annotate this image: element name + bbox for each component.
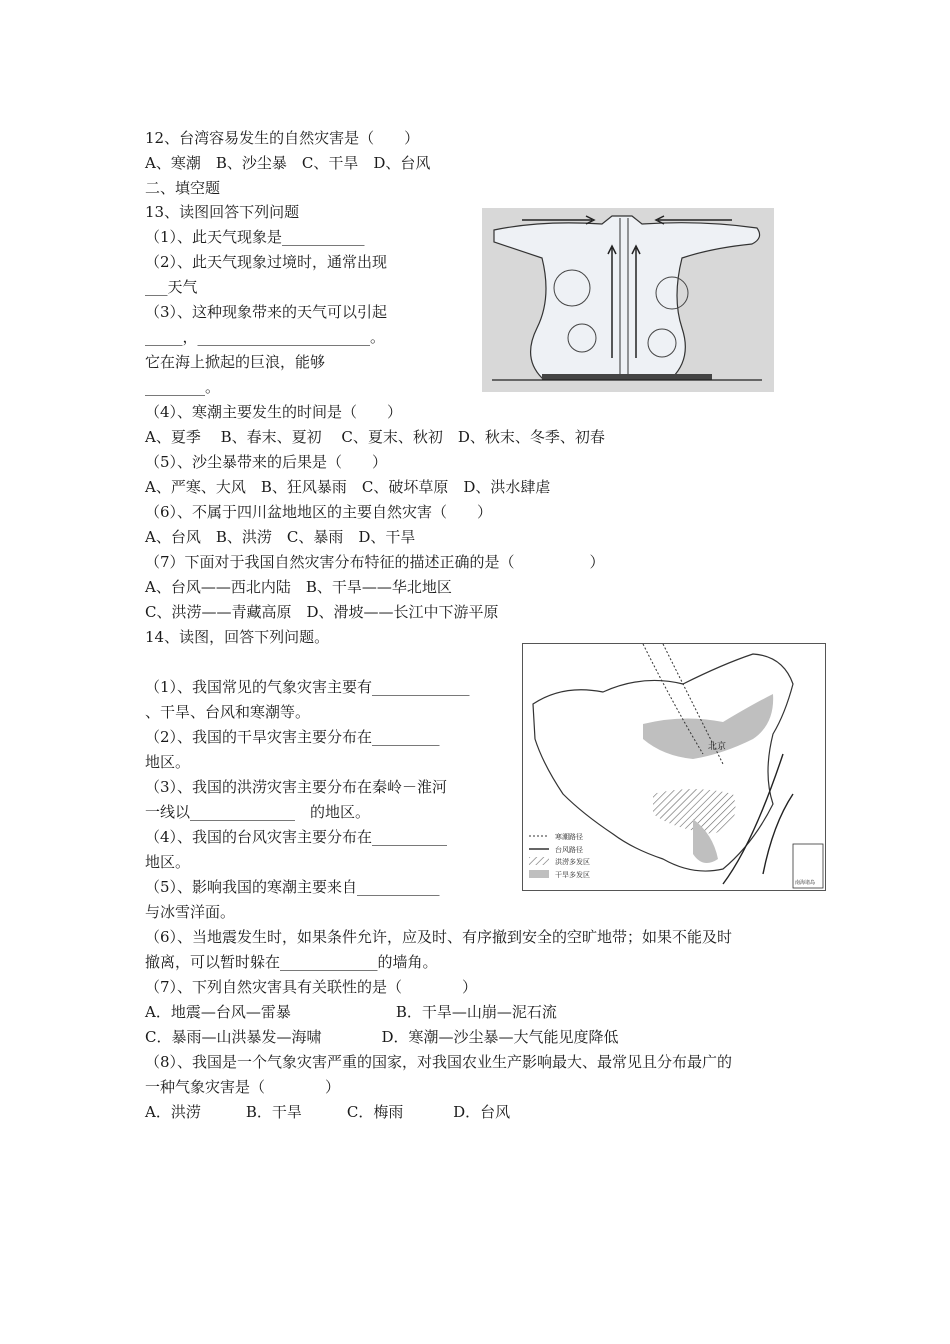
beijing-label: 北京 (708, 742, 727, 752)
q14-3: （3）、我国的洪涝灾害主要分布在秦岭－淮河 (145, 778, 448, 796)
q14-8-options: A．洪涝 B．干旱 C．梅雨 D．台风 (145, 1103, 511, 1121)
q14-6: （6）、当地震发生时，如果条件允许，应及时、有序撤到安全的空旷地带；如果不能及时 (145, 928, 733, 946)
q14-4: （4）、我国的台风灾害主要分布在__________ (145, 828, 448, 846)
q13-6-options: A、台风 B、洪涝 C、暴雨 D、干旱 (145, 528, 416, 546)
q14-2: （2）、我国的干旱灾害主要分布在_________ (145, 728, 440, 746)
q13-7-options-cd: C、洪涝——青藏高原 D、滑坡——长江中下游平原 (145, 603, 499, 621)
q13-4: （4）、寒潮主要发生的时间是（ ） (145, 403, 403, 421)
legend-typhoon: 台风路径 (555, 846, 583, 854)
q12-stem: 12、台湾容易发生的自然灾害是（ ） (145, 129, 420, 147)
q13-5-options: A、严寒、大风 B、狂风暴雨 C、破坏草原 D、洪水肆虐 (145, 478, 551, 496)
q13-3-cont: 它在海上掀起的巨浪，能够 (145, 353, 326, 371)
china-disaster-map (522, 643, 826, 891)
q13-7: （7）下面对于我国自然灾害分布特征的描述正确的是（ ） (145, 553, 605, 571)
q14-6-cont: 撤离，可以暂时躲在_____________的墙角。 (145, 953, 438, 971)
q13-3-blank: _____，_______________________。 (145, 328, 386, 346)
q13-3: （3）、这种现象带来的天气可以引起 (145, 303, 388, 321)
q13-4-options: A、夏季 B、春末、夏初 C、夏末、秋初 D、秋末、冬季、初春 (145, 428, 605, 446)
storm-cloud-illustration (482, 208, 774, 392)
q13-5: （5）、沙尘暴带来的后果是（ ） (145, 453, 388, 471)
q14-4-cont: 地区。 (145, 853, 191, 871)
q14-7-options-cd: C．暴雨—山洪暴发—海啸 D．寒潮—沙尘暴—大气能见度降低 (145, 1028, 619, 1046)
q13-2-blank: ___天气 (145, 278, 198, 296)
q14-stem: 14、读图，回答下列问题。 (145, 628, 330, 646)
q14-7: （7）、下列自然灾害具有关联性的是（ ） (145, 978, 478, 996)
q13-stem: 13、读图回答下列问题 (145, 203, 300, 221)
q14-8: （8）、我国是一个气象灾害严重的国家，对我国农业生产影响最大、最常见且分布最广的 (145, 1053, 733, 1071)
legend-cold: 寒潮路径 (555, 833, 583, 841)
q14-1: （1）、我国常见的气象灾害主要有_____________ (145, 678, 470, 696)
q14-7-options-ab: A．地震—台风—雷暴 B．干旱—山崩—泥石流 (145, 1003, 557, 1021)
q14-5: （5）、影响我国的寒潮主要来自___________ (145, 878, 440, 896)
q14-2-cont: 地区。 (145, 753, 191, 771)
q14-5-cont: 与冰雪洋面。 (145, 903, 236, 921)
q14-1-cont: 、干旱、台风和寒潮等。 (145, 703, 311, 721)
q12-options: A、寒潮 B、沙尘暴 C、干旱 D、台风 (145, 154, 431, 172)
section-heading: 二、填空题 (145, 179, 221, 197)
china-map-illustration (523, 644, 825, 890)
q13-7-options-ab: A、台风——西北内陆 B、干旱——华北地区 (145, 578, 452, 596)
legend-drought: 干旱多发区 (555, 871, 590, 879)
q13-1: （1）、此天气现象是___________ (145, 228, 365, 246)
legend-flood: 洪涝多发区 (555, 858, 590, 866)
q14-8-cont: 一种气象灾害是（ ） (145, 1078, 341, 1096)
q13-6: （6）、不属于四川盆地地区的主要自然灾害（ ） (145, 503, 493, 521)
q13-2: （2）、此天气现象过境时，通常出现 (145, 253, 388, 271)
inset-label: 南海诸岛 (795, 880, 816, 886)
q14-3-cont: 一线以______________ 的地区。 (145, 803, 371, 821)
q13-3-blank2: ________。 (145, 378, 221, 396)
storm-cloud-figure (482, 208, 774, 392)
